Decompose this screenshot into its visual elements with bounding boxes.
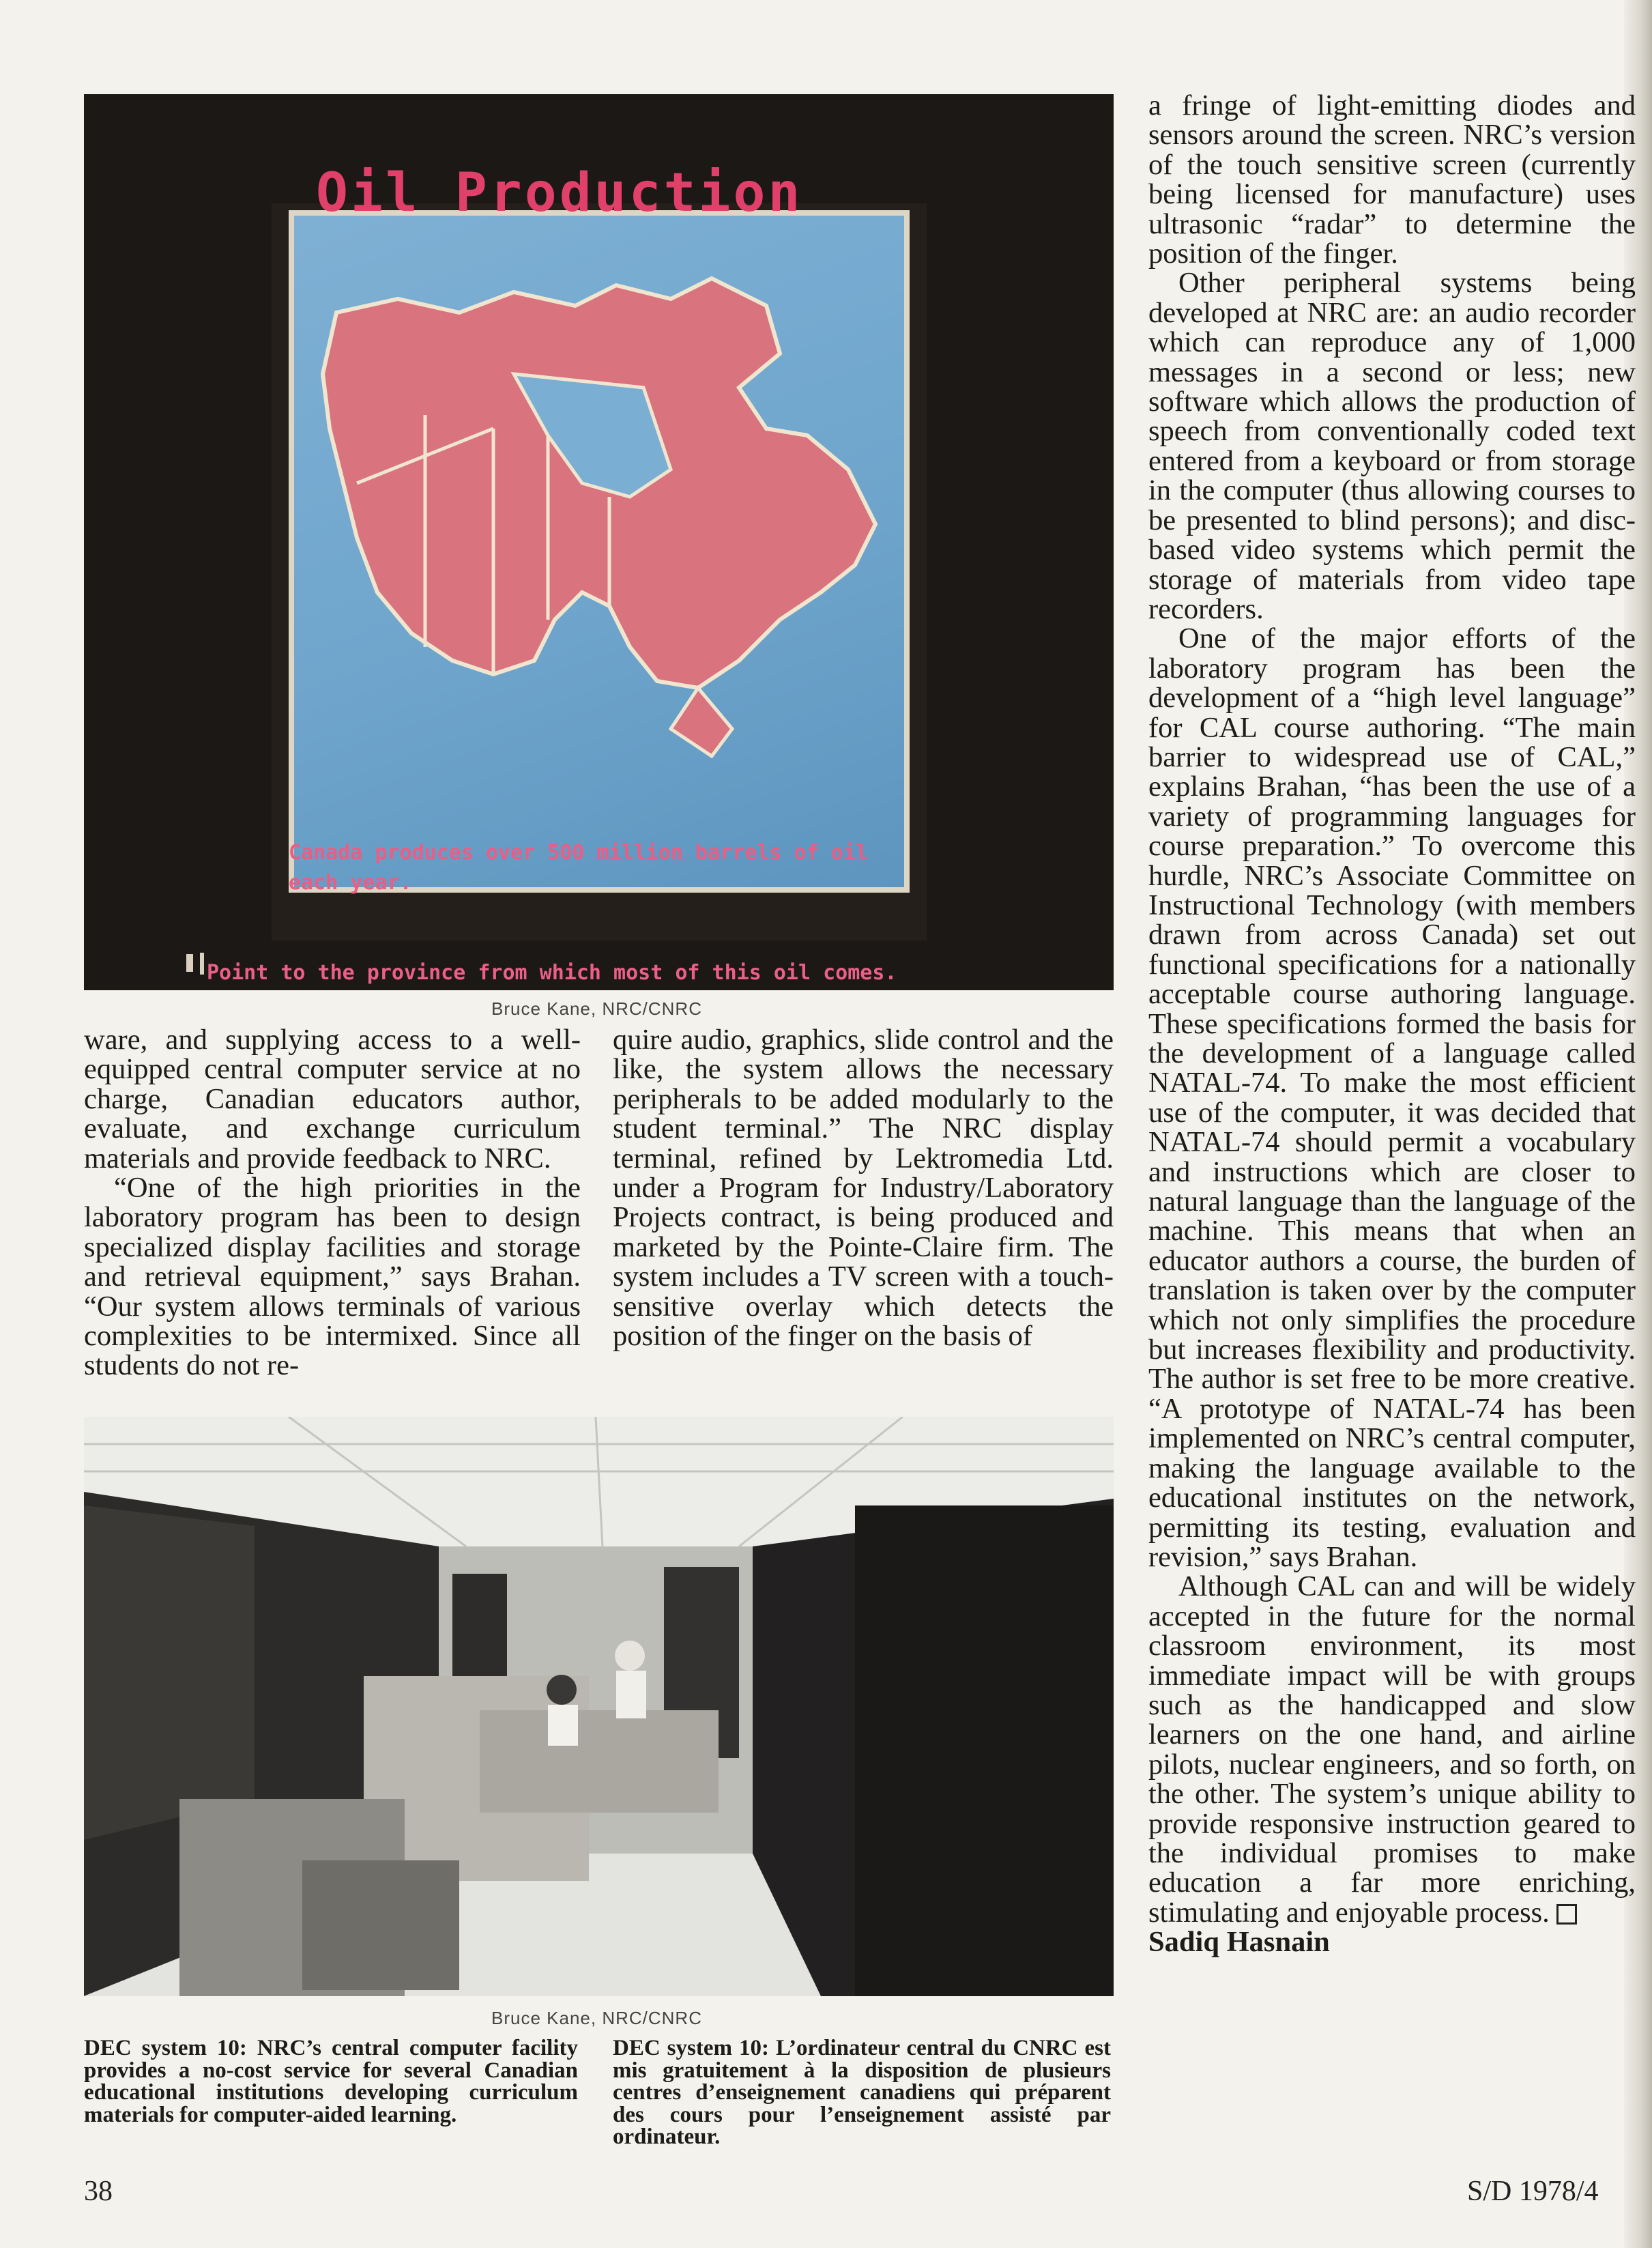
photo-credit-bottom: Bruce Kane, NRC/CNRC bbox=[491, 2008, 702, 2028]
column-right-paragraph-2: Other peripheral systems being developed at NRC are: an audio recorder which can reproduce any of 1,000 messages in a second or less; new software which allows the production of speech from conventionally coded text entered from a keyboard or from storage in the computer (thus allowing courses to be presented to blind persons); and disc-based video systems which permit the storage of materials from video tape recorders. bbox=[1148, 267, 1636, 625]
column-right bbox=[1148, 91, 1636, 1957]
author-signature: Sadiq Hasnain bbox=[1148, 1926, 1330, 1959]
issue-info: S/D 1978/4 bbox=[1467, 2176, 1599, 2207]
screen-cursor-bar bbox=[200, 953, 204, 975]
column-middle-paragraph-1: quire audio, graphics, slide control and the like, the system allows the necessary peripherals to be added modularly to the student terminal.” The NRC display terminal, refined by Lektromedia Ltd. under a Program for Industry/Laboratory Projects contract, is being produced and marketed by the Pointe-Claire firm. The system includes a TV screen with a touch-sensitive overlay which detects the position of the finger on the basis of bbox=[613, 1024, 1114, 1353]
photo-credit-top: Bruce Kane, NRC/CNRC bbox=[491, 998, 702, 1019]
column-right-paragraph-4 bbox=[1148, 1572, 1636, 1927]
caption-french: DEC system 10: L’ordinateur central du CNRC est mis gratuitement à la disposition de plusieurs centres d’enseignement canadiens qui préparent des cours pour l’enseignement assisté par ordinateur. bbox=[613, 2036, 1111, 2150]
photo-computer-room bbox=[84, 1417, 1114, 1996]
photo-terminal-screen bbox=[84, 94, 1114, 990]
canada-map-graphic bbox=[289, 210, 910, 893]
screen-cursor-mark bbox=[186, 954, 193, 972]
column-left-paragraph-2: “One of the high priorities in the laboratory program has been to design specialized display facilities and storage and retrieval equipment,” says Brahan. “Our system allows terminals of various complexities to be intermixed. Since all students do not re- bbox=[84, 1172, 581, 1382]
screen-prompt-text: Point to the province from which most of this oil comes. bbox=[207, 961, 897, 985]
end-of-article-mark bbox=[1556, 1904, 1577, 1925]
column-left-paragraph-1: ware, and supplying access to a well-equipped central computer service at no charge, Canadian educators author, evaluate, and exchange curriculum materials and provide feedback to NRC. bbox=[84, 1024, 581, 1175]
screen-title: Oil Production bbox=[316, 162, 803, 224]
computer-room-graphic bbox=[84, 1417, 1114, 1996]
page-number: 38 bbox=[84, 2176, 113, 2207]
column-left bbox=[84, 1025, 581, 1381]
column-right-paragraph-4-text: Although CAL can and will be widely accepted in the future for the normal classroom environment, its most immediate impact will be with groups such as the handicapped and slow learners on the one hand, and airline pilots, nuclear engineers, and so forth, on the other. The system’s unique ability to provide responsive instruction geared to the individual promises to make education a far more enriching, stimulating and enjoyable process. bbox=[1148, 1570, 1636, 1929]
screen-fact-text: Canada produces over 500 million barrels of oil each year. bbox=[289, 841, 868, 895]
column-right-paragraph-3: One of the major efforts of the laboratory program has been the development of a “high level language” for CAL course authoring. “The main barrier to widespread use of CAL,” explains Brahan, “has been the use of a variety of programming languages for course preparation.” To overcome this hurdle, NRC’s Associate Committee on Instructional Technology (with members drawn from across Canada) set out functional specifications for a nationally acceptable course authoring language. These specifications formed the basis for the development of a language called NATAL-74. To make the most efficient use of the computer, it was decided that NATAL-74 should permit a vocabulary and instructions which are closer to natural language than the language of the machine. This means that when an educator authors a course, the burden of translation is taken over by the computer which not only simplifies the procedure but increases flexibility and productivity. The author is set free to be more creative. “A prototype of NATAL-74 has been implemented on NRC’s central computer, making the language available to the educational institutes on the network, permitting its testing, evaluation and revision,” says Brahan. bbox=[1148, 622, 1636, 1573]
column-middle bbox=[613, 1025, 1114, 1351]
caption-english: DEC system 10: NRC’s central computer facility provides a no-cost service for several Canadian educational institutions developing curriculum materials for computer-aided learning. bbox=[84, 2036, 578, 2127]
column-right-paragraph-1: a fringe of light-emitting diodes and sensors around the screen. NRC’s version of the touch sensitive screen (currently being licensed for manufacture) uses ultrasonic “radar” to determine the position of the finger. bbox=[1148, 89, 1636, 270]
